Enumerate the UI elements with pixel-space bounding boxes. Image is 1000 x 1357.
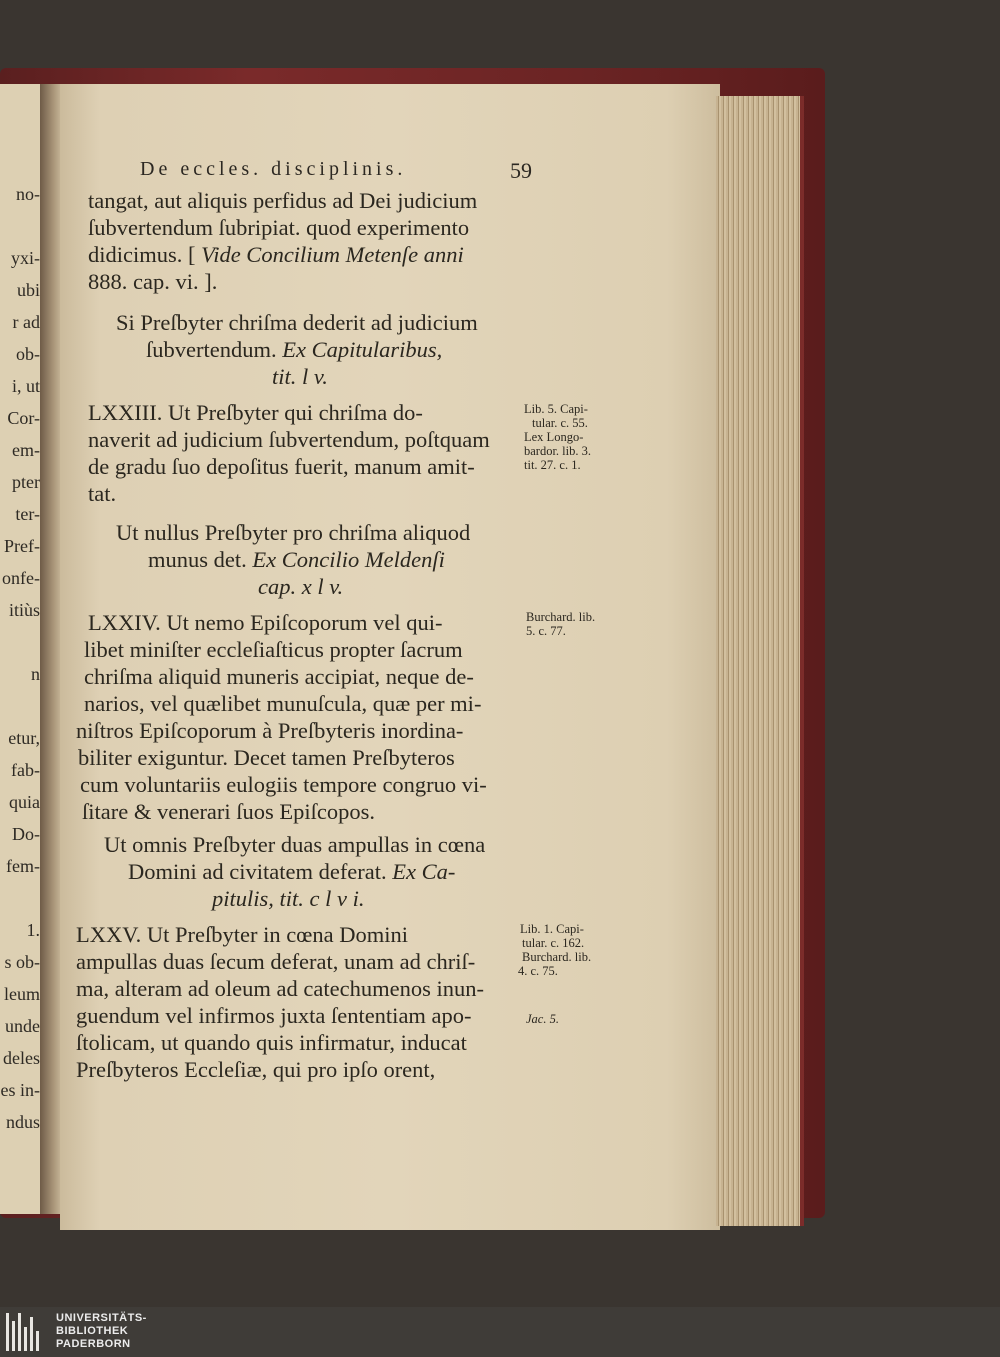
left-page-fragment: deles	[3, 1048, 40, 1068]
marginal-note: Burchard. lib.	[522, 950, 592, 964]
library-logo-icon	[6, 1313, 44, 1351]
text-line: ma, alteram ad oleum ad catechumenos inun-	[76, 976, 484, 1001]
text-line: LXXIV. Ut nemo Epiſcoporum vel qui-	[88, 610, 443, 635]
left-page-edge	[0, 84, 42, 1214]
left-page-fragment: ubi	[16, 280, 40, 300]
left-page-fragment: leum	[4, 984, 40, 1004]
left-page-fragment: Cor-	[7, 408, 40, 428]
text-line: 888. cap. vi. ].	[88, 269, 218, 294]
logo-line-3: PADERBORN	[56, 1338, 131, 1350]
marginal-note: Lex Longo-	[524, 430, 584, 444]
left-page-fragment: unde	[5, 1016, 40, 1036]
text-line: LXXV. Ut Preſbyter in cœna Domini	[76, 922, 409, 947]
left-page-fragment: s ob-	[4, 952, 40, 972]
text-line: Preſbyteros Eccleſiæ, qui pro ipſo orent,	[76, 1057, 436, 1082]
fore-edge	[716, 96, 804, 1226]
left-page-fragment: n	[31, 664, 40, 684]
marginal-note: Lib. 5. Capi-	[524, 402, 588, 416]
left-page-fragment: etur,	[8, 728, 40, 748]
marginal-note: 4. c. 75.	[518, 964, 558, 978]
left-page-fragment: ter-	[15, 504, 40, 524]
left-page-fragment: Pref-	[4, 536, 40, 556]
left-page-fragment: quia	[9, 792, 40, 812]
left-page-fragment: 1.	[26, 920, 40, 940]
library-logo-bar	[0, 1307, 1000, 1357]
text-line: ſitare & venerari ſuos Epiſcopos.	[82, 799, 376, 824]
left-page-fragment: fab-	[11, 760, 40, 780]
running-title: De eccles. disciplinis.	[140, 158, 407, 180]
text-line: tangat, aut aliquis perfidus ad Dei judicium	[88, 188, 478, 213]
left-page-fragment: r ad	[12, 312, 40, 332]
text-line: didicimus. [ Vide Concilium Metenſe anni	[88, 242, 464, 267]
marginal-note: tular. c. 55.	[532, 416, 588, 430]
logo-line-2: BIBLIOTHEK	[56, 1325, 129, 1337]
marginal-note: 5. c. 77.	[526, 624, 566, 638]
running-header	[140, 158, 532, 183]
left-page-fragment: fem-	[6, 856, 40, 876]
marginal-note: Jac. 5.	[526, 1012, 559, 1026]
text-line: ſubvertendum ſubripiat. quod experimento	[88, 215, 470, 240]
text-line: guendum vel infirmos juxta ſententiam apo-	[76, 1003, 472, 1028]
text-line: narios, vel quælibet munuſcula, quæ per mi-	[84, 691, 482, 716]
text-line: chriſma aliquid muneris accipiat, neque de-	[84, 664, 474, 689]
text-line: Domini ad civitatem deferat. Ex Ca-	[128, 859, 456, 884]
text-line: LXXIII. Ut Preſbyter qui chriſma do-	[88, 400, 423, 425]
left-page-fragment: itiùs	[8, 600, 40, 620]
left-page-fragment: onfe-	[2, 568, 40, 588]
left-page-fragment: es in-	[0, 1080, 40, 1100]
left-page-fragment: no-	[16, 184, 40, 204]
text-line: de gradu ſuo depoſitus fuerit, manum amit-	[88, 454, 475, 479]
marginal-note: Burchard. lib.	[526, 610, 596, 624]
text-line: cap. x l v.	[258, 574, 344, 599]
text-line: ſtolicam, ut quando quis infirmatur, inducat	[76, 1030, 467, 1055]
text-line: cum voluntariis eulogiis tempore congruo vi-	[80, 772, 487, 797]
text-line: Si Preſbyter chriſma dederit ad judicium	[116, 310, 478, 335]
left-page-fragment: em-	[12, 440, 40, 460]
left-page-fragment: pter	[12, 472, 40, 492]
text-line: naverit ad judicium ſubvertendum, poſtquam	[88, 427, 490, 452]
text-line: biliter exiguntur. Decet tamen Preſbyteros	[78, 745, 455, 770]
logo-line-1: UNIVERSITÄTS-	[56, 1312, 147, 1324]
text-line: pitulis, tit. c l v i.	[212, 886, 365, 911]
left-page-fragment: ob-	[16, 344, 40, 364]
text-line: tit. l v.	[272, 364, 328, 389]
text-line: libet miniſter eccleſiaſticus propter ſacrum	[84, 637, 463, 662]
marginal-note: bardor. lib. 3.	[524, 444, 592, 458]
text-line: Ut nullus Preſbyter pro chriſma aliquod	[116, 520, 471, 545]
text-line: tat.	[88, 481, 117, 506]
text-line: ſubvertendum. Ex Capitularibus,	[146, 337, 443, 362]
page-number: 59	[510, 158, 532, 183]
text-line: Ut omnis Preſbyter duas ampullas in cœna	[104, 832, 486, 857]
left-page-fragment: Do-	[12, 824, 40, 844]
marginal-note: Lib. 1. Capi-	[520, 922, 584, 936]
left-page-fragment: i, ut	[11, 376, 40, 396]
text-line: munus det. Ex Concilio Meldenſi	[148, 547, 445, 572]
marginal-note: tular. c. 162.	[522, 936, 585, 950]
left-page-fragment: ndus	[5, 1112, 40, 1132]
page-gutter	[40, 84, 62, 1214]
marginal-note: tit. 27. c. 1.	[524, 458, 581, 472]
text-line: niſtros Epiſcoporum à Preſbyteris inordina-	[76, 718, 464, 743]
left-page-fragment: yxi-	[11, 248, 40, 268]
text-line: ampullas duas ſecum deferat, unam ad chriſ-	[76, 949, 476, 974]
